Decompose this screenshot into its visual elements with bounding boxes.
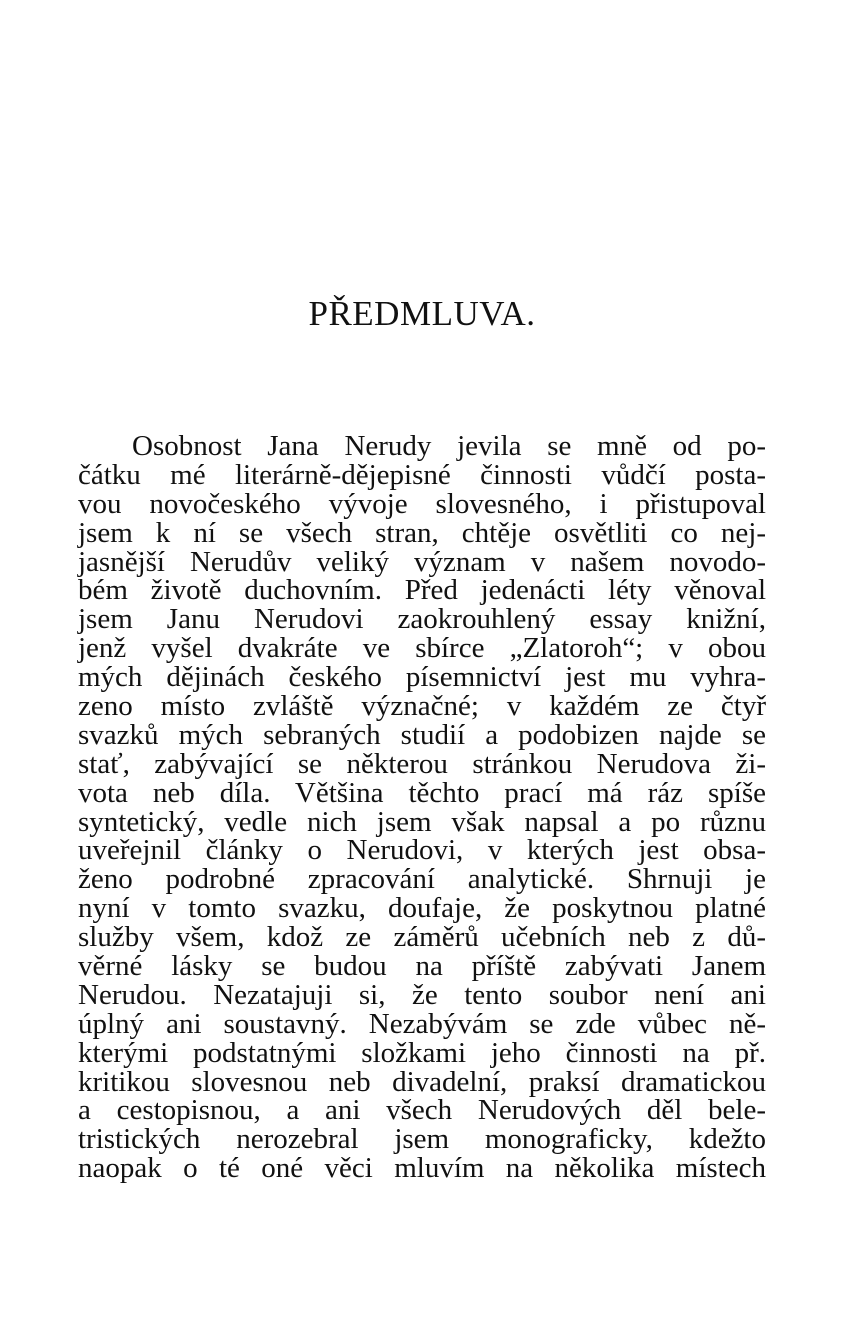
text-line: a cestopisnou, a ani všech Nerudových děl bele- bbox=[78, 1094, 766, 1127]
text-line: naopak o té oné věci mluvím na několika místech bbox=[78, 1152, 766, 1185]
text-line: Osobnost Jana Nerudy jevila se mně od po- bbox=[132, 430, 766, 462]
text-line: syntetický, vedle nich jsem však napsal a po různu bbox=[78, 805, 766, 838]
text-line: čátku mé literárně-dějepisné činnosti vůdčí posta- bbox=[78, 458, 766, 491]
text-line: svazků mých sebraných studií a podobizen najde se bbox=[78, 718, 766, 751]
text-line: zeno místo zvláště význačné; v každém ze čtyř bbox=[78, 690, 766, 723]
text-line: věrné lásky se budou na příště zabývati Janem bbox=[78, 950, 766, 983]
text-line: vota neb díla. Většina těchto prací má ráz spíše bbox=[78, 776, 766, 809]
text-line: úplný ani soustavný. Nezabývám se zde vůbec ně- bbox=[78, 1007, 766, 1040]
text-line: jenž vyšel dvakráte ve sbírce „Zlatoroh“; v obou bbox=[78, 632, 766, 665]
text-line: vou novočeského vývoje slovesného, i přistupoval bbox=[78, 487, 766, 520]
text-line: Nerudou. Nezatajuji si, že tento soubor není ani bbox=[78, 978, 766, 1011]
preface-paragraph bbox=[78, 432, 766, 1183]
text-line: jsem k ní se všech stran, chtěje osvětliti co nej- bbox=[78, 516, 766, 549]
text-line: mých dějinách českého písemnictví jest mu vyhra- bbox=[78, 661, 766, 694]
text-line: stať, zabývající se některou stránkou Nerudova ži- bbox=[78, 747, 766, 780]
text-line: jasnější Nerudův veliký význam v našem novodo- bbox=[78, 545, 766, 578]
text-line: ženo podrobné zpracování analytické. Shrnuji je bbox=[78, 863, 766, 896]
text-line: jsem Janu Nerudovi zaokrouhlený essay knižní, bbox=[78, 603, 766, 636]
text-line: nyní v tomto svazku, doufaje, že poskytnou platné bbox=[78, 892, 766, 925]
text-line: kritikou slovesnou neb divadelní, praksí dramatickou bbox=[78, 1065, 766, 1098]
text-line: uveřejnil články o Nerudovi, v kterých jest obsa- bbox=[78, 834, 766, 867]
text-line: kterými podstatnými složkami jeho činnosti na př. bbox=[78, 1036, 766, 1069]
text-line: tristických nerozebral jsem monograficky, kdežto bbox=[78, 1123, 766, 1156]
text-line: bém životě duchovním. Před jedenácti léty věnoval bbox=[78, 574, 766, 607]
chapter-title: PŘEDMLUVA. bbox=[308, 294, 536, 333]
text-line: služby všem, kdož ze záměrů učebních neb z dů- bbox=[78, 921, 766, 954]
